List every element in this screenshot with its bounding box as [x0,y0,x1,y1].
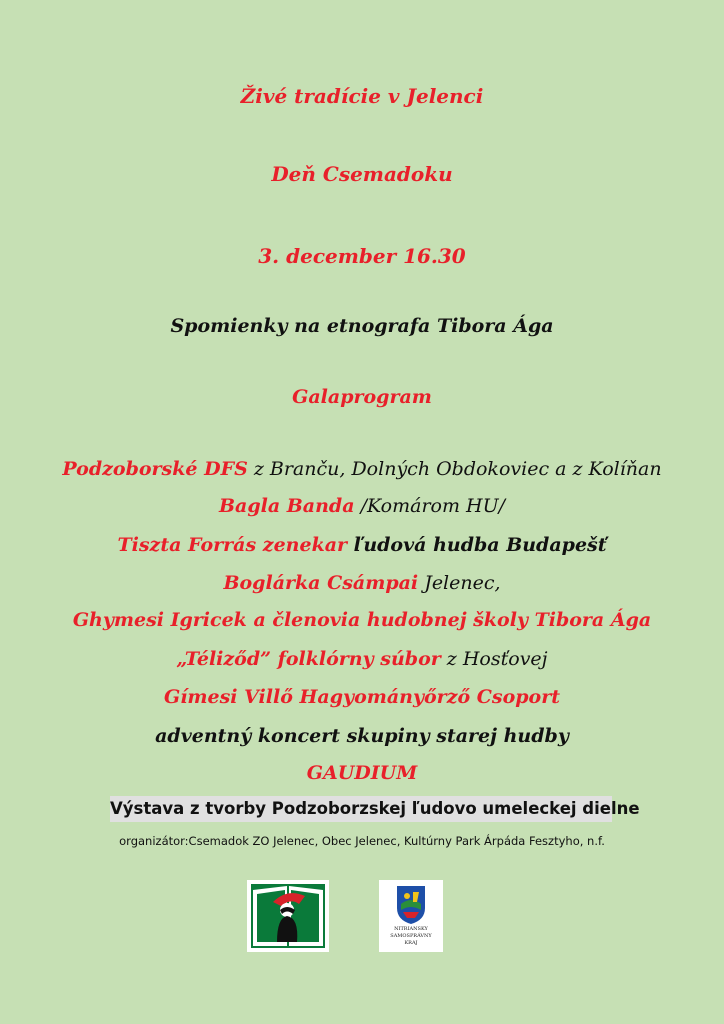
program-performer: Gímesi Villő Hagyományőrző Csoport [163,686,561,708]
program-item [0,458,724,480]
organizer-line: organizátor:Csemadok ZO Jelenec, Obec Jelenec, Kultúrny Park Árpáda Fesztyho, n.f. [119,834,605,848]
exhibition-banner: Výstava z tvorby Podzoborzskej ľudovo umeleckej dielne [110,796,612,822]
region-caption-line: NITRIANSKY [394,926,428,932]
program-item [0,725,724,747]
program-detail: adventný koncert skupiny starej hudby [155,725,569,747]
program-detail: /Komárom HU/ [354,495,506,517]
event-date: 3. december 16.30 [258,244,466,268]
csemadok-logo [247,880,329,952]
program-item [0,762,724,784]
region-caption-line: SAMOSPRÁVNY [390,933,432,939]
event-title: Živé tradície v Jelenci [240,84,484,108]
memorial-line: Spomienky na etnografa Tibora Ága [170,315,554,337]
region-caption [379,926,443,947]
program-performer: Ghymesi Igricek a členovia hudobnej školy Tibora Ága [72,609,652,631]
program-detail: z Branču, Dolných Obdokoviec a z Kolíňan [247,458,662,480]
program-detail: Jelenec, [418,572,501,594]
program-item [0,609,724,631]
program-detail: ľudová hudba Budapešť [347,534,607,556]
event-subtitle: Deň Csemadoku [271,162,453,186]
program-performer: Boglárka Csámpai [223,572,419,594]
program-detail: z Hosťovej [440,648,548,670]
program-performer: Podzoborské DFS [62,458,248,480]
program-item [0,648,724,670]
program-heading: Galaprogram [292,386,432,408]
program-item [0,572,724,594]
region-caption-line: KRAJ [404,940,418,946]
program-performer: Tiszta Forrás zenekar [117,534,348,556]
program-item [0,495,724,517]
program-performer: GAUDIUM [306,762,418,784]
program-performer: „Téliződ” folklórny súbor [176,648,441,670]
nitra-region-logo [379,880,443,952]
program-item [0,686,724,708]
program-item [0,534,724,556]
program-performer: Bagla Banda [218,495,355,517]
